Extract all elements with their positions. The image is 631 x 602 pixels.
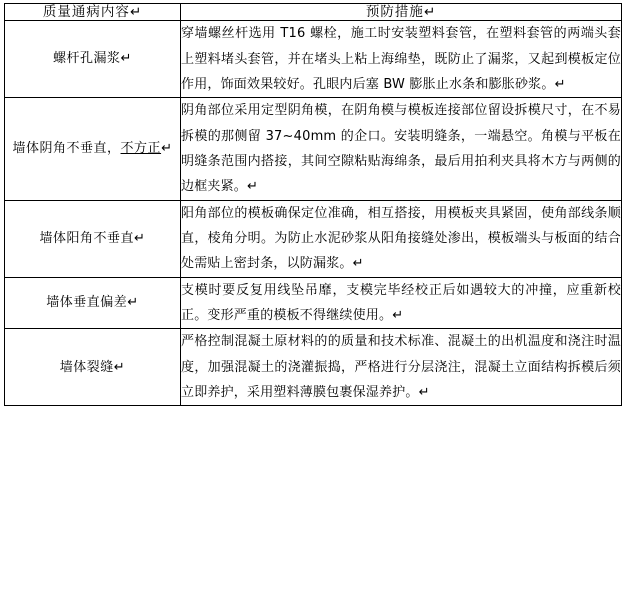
table-header [5,4,622,21]
issue-cell [5,98,181,200]
table-row [5,329,622,406]
table-row [5,277,622,329]
issue-cell: 螺杆孔漏浆↵ [5,21,181,98]
issue-cell: 墙体裂缝↵ [5,329,181,406]
issue-cell: 墙体垂直偏差↵ [5,277,181,329]
measure-cell: 阴角部位采用定型阴角模，在阴角模与模板连接部位留设拆模尺寸，在不易拆模的那侧留 37~40mm 的企口。安装明缝条，一端悬空。角模与平板在明缝条范围内搭接，其间空隙粘贴海绵条，最后用拍利夹具将木方与两侧的边框夹紧。↵ [181,98,622,200]
measure-cell: 支模时要反复用线坠吊靡，支模完毕经校正后如遇较大的冲撞，应重新校正。变形严重的模板不得继续使用。↵ [181,277,622,329]
issue-cell: 墙体阳角不垂直↵ [5,200,181,277]
table-row [5,200,622,277]
column-header-measure: 预防措施↵ [181,4,622,21]
issue-text-underlined: 不方正 [120,141,162,157]
document-page [0,3,631,602]
table-body [5,21,622,406]
table-header-row [5,4,622,21]
issue-text-plain: 墙体阴角不垂直， [12,141,121,157]
table-row [5,98,622,200]
quality-defects-table [4,3,622,406]
table-row [5,21,622,98]
measure-cell: 阳角部位的模板确保定位准确，相互搭接，用模板夹具紧固，使角部线条顺直，棱角分明。为防止水泥砂浆从阳角接缝处渗出，模板端头与板面的结合处需贴上密封条，以防漏浆。↵ [181,200,622,277]
column-header-issue: 质量通病内容↵ [5,4,181,21]
issue-text-suffix: ↵ [161,141,173,157]
measure-cell: 穿墙螺丝杆选用 T16 螺栓，施工时安装塑料套管，在塑料套管的两端头套上塑料堵头套管，并在堵头上粘上海绵垫，既防止了漏浆，又起到模板定位作用，饰面效果较好。孔眼内后塞 BW 膨胀止水条和膨胀砂浆。↵ [181,21,622,98]
measure-cell: 严格控制混凝土原材料的的质量和技术标准、混凝土的出机温度和浇注时温度，加强混凝土的浇灌振捣，严格进行分层浇注，混凝土立面结构拆模后须立即养护，采用塑料薄膜包裹保湿养护。↵ [181,329,622,406]
